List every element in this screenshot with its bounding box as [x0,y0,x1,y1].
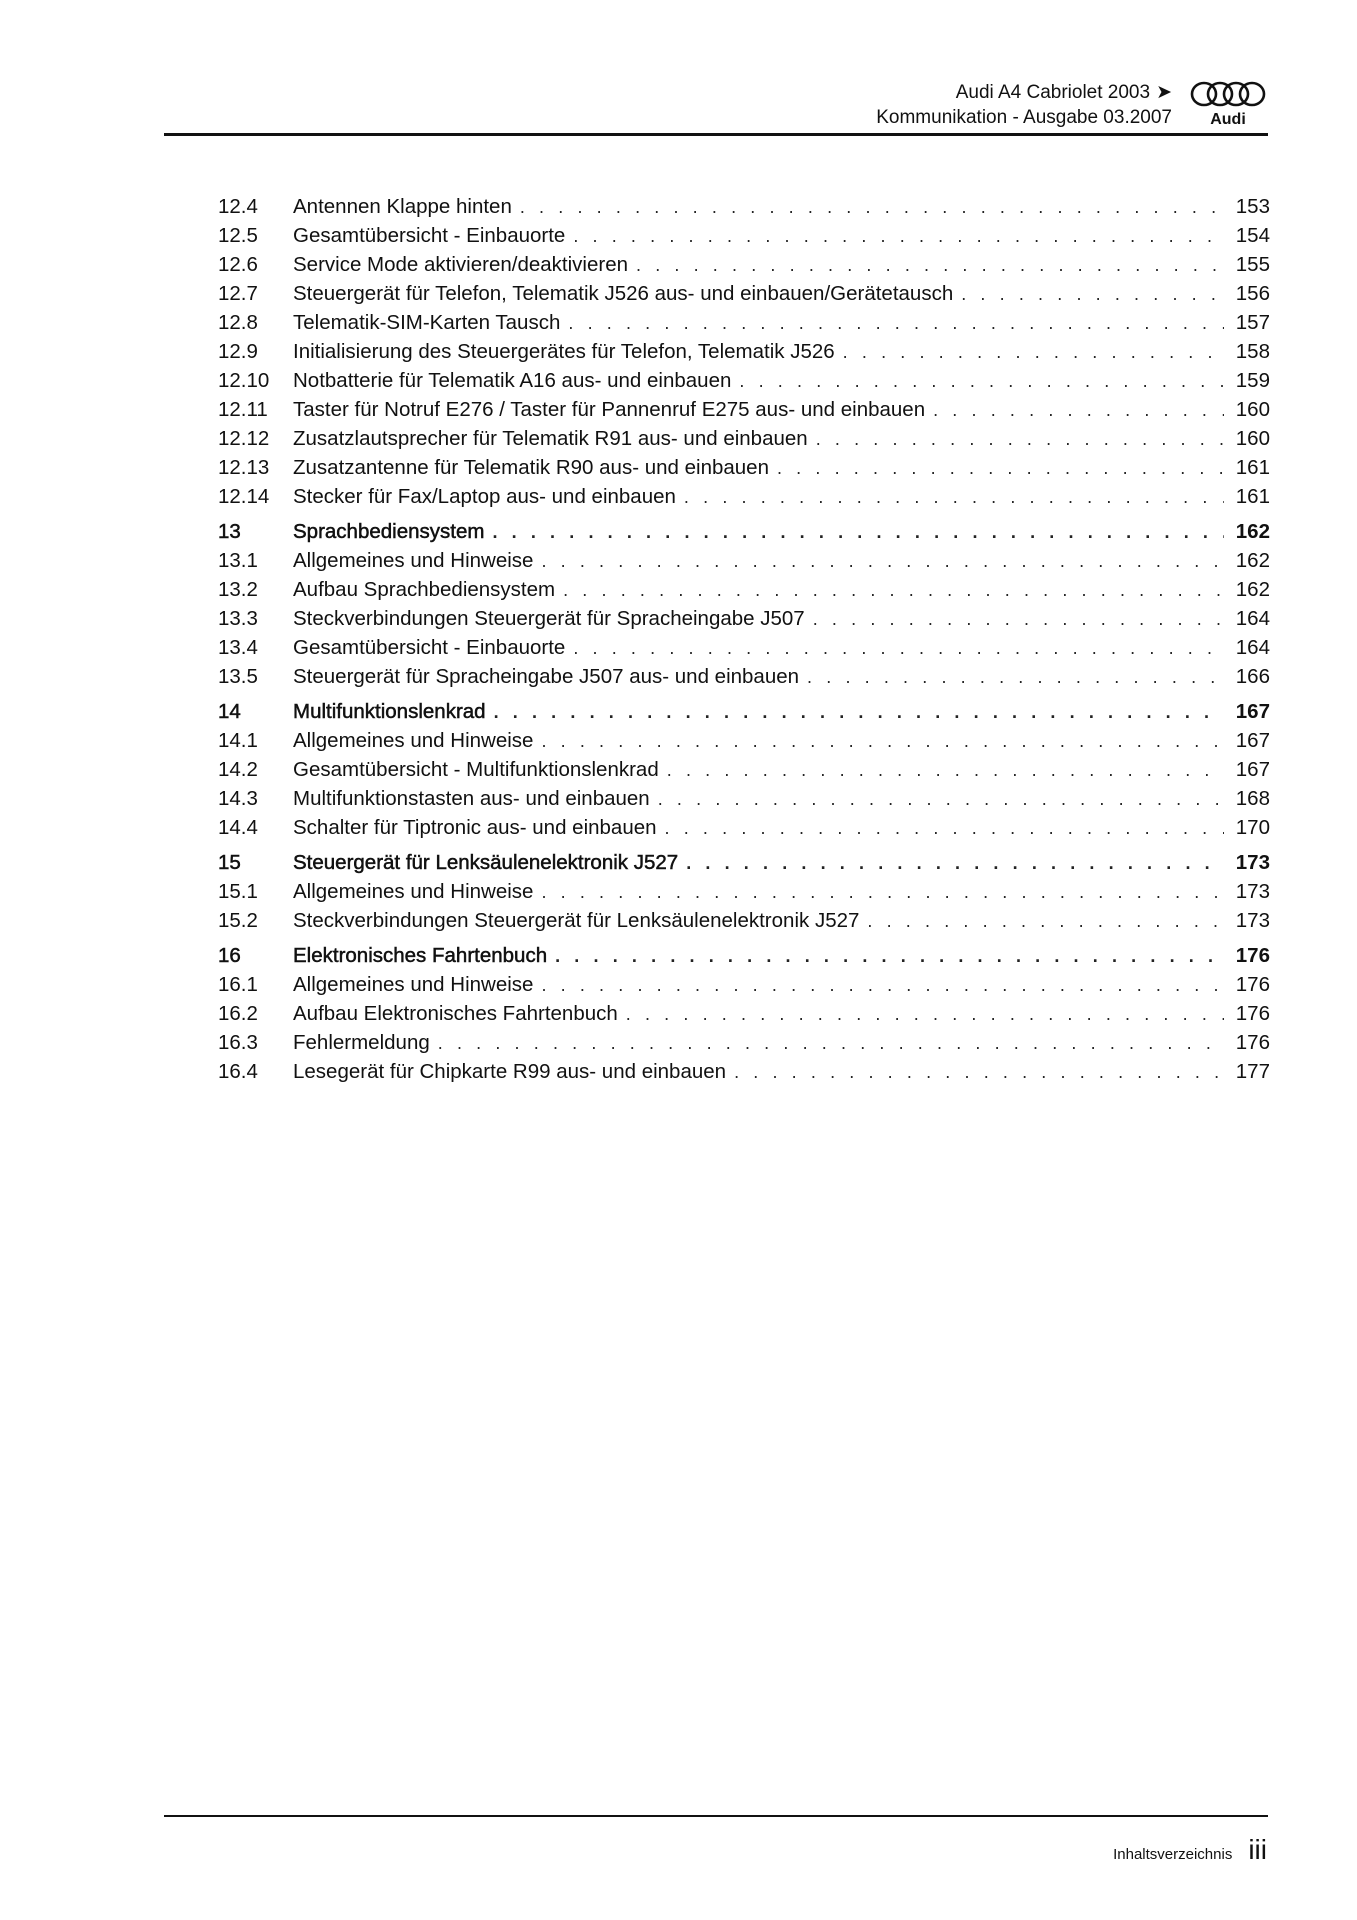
toc-page-number: 166 [1235,665,1270,688]
toc-page-number: 173 [1235,851,1270,874]
toc-title: Service Mode aktivieren/deaktivieren [293,253,628,276]
dot-leader [734,1058,1224,1087]
toc-page-number: 164 [1235,607,1270,630]
toc-number: 16.4 [218,1060,258,1083]
logo-wordmark: Audi [1210,111,1246,128]
toc-row[interactable] [218,337,1270,366]
toc-title: Lesegerät für Chipkarte R99 aus- und einbauen [293,1060,727,1083]
dot-leader [555,942,1224,971]
dot-leader [626,1000,1224,1029]
toc-row[interactable] [218,395,1270,424]
toc-chapter-row[interactable] [218,848,1270,877]
toc-page-number: 162 [1235,520,1270,543]
toc-title: Stecker für Fax/Laptop aus- und einbauen [293,485,676,508]
dot-leader [667,756,1224,785]
toc-page-number: 173 [1235,880,1270,903]
toc-row[interactable] [218,813,1270,842]
toc-page-number: 176 [1235,1002,1270,1025]
toc-number: 14.4 [218,816,258,839]
toc-page-number: 167 [1235,758,1270,781]
audi-logo [1188,78,1268,128]
toc-page-number: 159 [1235,369,1270,392]
header-text [876,80,1172,130]
toc-title: Sprachbediensystem [293,520,485,543]
toc-row[interactable] [218,453,1270,482]
toc-title: Allgemeines und Hinweise [293,729,534,752]
toc-number: 13.3 [218,607,258,630]
toc-page-number: 176 [1235,1031,1270,1054]
toc-number: 12.7 [218,282,258,305]
toc-number: 16.2 [218,1002,258,1025]
toc-title: Steuergerät für Telefon, Telematik J526 aus- und einbauen/Gerätetausch [293,282,954,305]
toc-row[interactable] [218,575,1270,604]
toc-title: Taster für Notruf E276 / Taster für Pannenruf E275 aus- und einbauen [293,398,926,421]
toc-page-number: 176 [1235,944,1270,967]
toc-page-number: 161 [1235,485,1270,508]
toc-number: 16 [218,944,241,967]
toc-row[interactable] [218,662,1270,691]
toc-number: 12.9 [218,340,258,363]
toc-page-number: 158 [1235,340,1270,363]
dot-leader [807,663,1224,692]
dot-leader [867,907,1224,936]
dot-leader [933,396,1224,425]
dot-leader [541,727,1224,756]
header-divider [164,133,1268,136]
dot-leader [777,454,1224,483]
toc-number: 12.10 [218,369,270,392]
page-header [164,74,1268,134]
toc-number: 12.4 [218,195,258,218]
toc-title: Telematik-SIM-Karten Tausch [293,311,561,334]
toc-number: 13.2 [218,578,258,601]
toc-title: Allgemeines und Hinweise [293,973,534,996]
toc-number: 12.6 [218,253,258,276]
toc-number: 16.3 [218,1031,258,1054]
toc-row[interactable] [218,366,1270,395]
dot-leader [492,518,1224,547]
dot-leader [686,849,1224,878]
toc-row[interactable] [218,970,1270,999]
dot-leader [658,785,1224,814]
toc-number: 12.12 [218,427,270,450]
toc-title: Gesamtübersicht - Einbauorte [293,636,566,659]
toc-title: Fehlermeldung [293,1031,430,1054]
toc-page-number: 168 [1235,787,1270,810]
toc-row[interactable] [218,633,1270,662]
toc-page-number: 170 [1235,816,1270,839]
toc-number: 13.4 [218,636,258,659]
toc-number: 13 [218,520,241,543]
dot-leader [816,425,1224,454]
toc-page-number: 157 [1235,311,1270,334]
dot-leader [541,547,1224,576]
toc-number: 12.8 [218,311,258,334]
toc-row[interactable] [218,1057,1270,1086]
toc-row[interactable] [218,877,1270,906]
toc-row[interactable] [218,308,1270,337]
toc-chapter-row[interactable] [218,697,1270,726]
toc-number: 14.3 [218,787,258,810]
toc-page-number: 155 [1235,253,1270,276]
toc-title: Zusatzantenne für Telematik R90 aus- und einbauen [293,456,769,479]
footer-divider [164,1815,1268,1817]
toc-page-number: 160 [1235,427,1270,450]
dot-leader [961,280,1224,309]
toc-row[interactable] [218,424,1270,453]
arrow-right-icon: ➤ [1156,82,1172,103]
toc-page-number: 176 [1235,973,1270,996]
toc-row[interactable] [218,250,1270,279]
toc-title: Steuergerät für Spracheingabe J507 aus- und einbauen [293,665,800,688]
toc-title: Notbatterie für Telematik A16 aus- und einbauen [293,369,732,392]
toc-title: Aufbau Sprachbediensystem [293,578,556,601]
toc-title: Antennen Klappe hinten [293,195,512,218]
toc-number: 12.14 [218,485,270,508]
page-footer [1113,1834,1267,1866]
header-model: Audi A4 Cabriolet 2003 [955,82,1151,103]
toc-title: Zusatzlautsprecher für Telematik R91 aus- und einbauen [293,427,808,450]
toc-page-number: 154 [1235,224,1270,247]
toc-title: Steckverbindungen Steuergerät für Spracheingabe J507 [293,607,805,630]
dot-leader [563,576,1224,605]
toc-number: 13.5 [218,665,258,688]
table-of-contents [218,192,1270,1086]
toc-number: 14 [218,700,241,723]
toc-page-number: 167 [1235,700,1270,723]
toc-title: Allgemeines und Hinweise [293,549,534,572]
toc-number: 15.1 [218,880,258,903]
toc-row[interactable] [218,482,1270,511]
toc-title: Elektronisches Fahrtenbuch [293,944,548,967]
toc-number: 14.2 [218,758,258,781]
toc-number: 16.1 [218,973,258,996]
toc-chapter-row[interactable] [218,517,1270,546]
toc-number: 12.11 [218,398,268,421]
toc-title: Steuergerät für Lenksäulenelektronik J527 [293,851,679,874]
toc-title: Schalter für Tiptronic aus- und einbauen [293,816,657,839]
toc-page-number: 164 [1235,636,1270,659]
dot-leader [494,698,1224,727]
toc-page-number: 173 [1235,909,1270,932]
toc-number: 14.1 [218,729,258,752]
toc-title: Aufbau Elektronisches Fahrtenbuch [293,1002,618,1025]
toc-page-number: 162 [1235,549,1270,572]
dot-leader [541,878,1224,907]
toc-row[interactable] [218,999,1270,1028]
toc-title: Gesamtübersicht - Multifunktionslenkrad [293,758,659,781]
footer-section: Inhaltsverzeichnis [1113,1846,1233,1863]
toc-page-number: 161 [1235,456,1270,479]
toc-row[interactable] [218,755,1270,784]
dot-leader [573,634,1224,663]
toc-title: Allgemeines und Hinweise [293,880,534,903]
toc-row[interactable] [218,726,1270,755]
toc-row[interactable] [218,604,1270,633]
toc-page-number: 177 [1235,1060,1270,1083]
toc-row[interactable] [218,279,1270,308]
header-subtitle: Kommunikation - Ausgabe 03.2007 [876,107,1172,128]
dot-leader [541,971,1224,1000]
dot-leader [520,193,1224,222]
toc-row[interactable] [218,906,1270,935]
toc-row[interactable] [218,784,1270,813]
toc-number: 15.2 [218,909,258,932]
toc-number: 15 [218,851,241,874]
toc-chapter-row[interactable] [218,941,1270,970]
toc-page-number: 153 [1235,195,1270,218]
toc-title: Gesamtübersicht - Einbauorte [293,224,566,247]
toc-number: 13.1 [218,549,258,572]
header-model-line [876,80,1172,105]
toc-row[interactable] [218,1028,1270,1057]
dot-leader [573,222,1224,251]
toc-number: 12.13 [218,456,270,479]
toc-page-number: 167 [1235,729,1270,752]
toc-page-number: 162 [1235,578,1270,601]
dot-leader [568,309,1224,338]
dot-leader [684,483,1224,512]
dot-leader [813,605,1224,634]
dot-leader [665,814,1224,843]
toc-title: Initialisierung des Steuergerätes für Telefon, Telematik J526 [293,340,835,363]
toc-row[interactable] [218,221,1270,250]
dot-leader [739,367,1224,396]
toc-row[interactable] [218,546,1270,575]
toc-title: Multifunktionstasten aus- und einbauen [293,787,650,810]
toc-title: Steckverbindungen Steuergerät für Lenksäulenelektronik J527 [293,909,860,932]
toc-page-number: 160 [1235,398,1270,421]
toc-number: 12.5 [218,224,258,247]
dot-leader [438,1029,1224,1058]
toc-row[interactable] [218,192,1270,221]
dot-leader [843,338,1224,367]
dot-leader [636,251,1224,280]
toc-title: Multifunktionslenkrad [293,700,486,723]
toc-page-number: 156 [1235,282,1270,305]
page-number: iii [1248,1834,1267,1865]
